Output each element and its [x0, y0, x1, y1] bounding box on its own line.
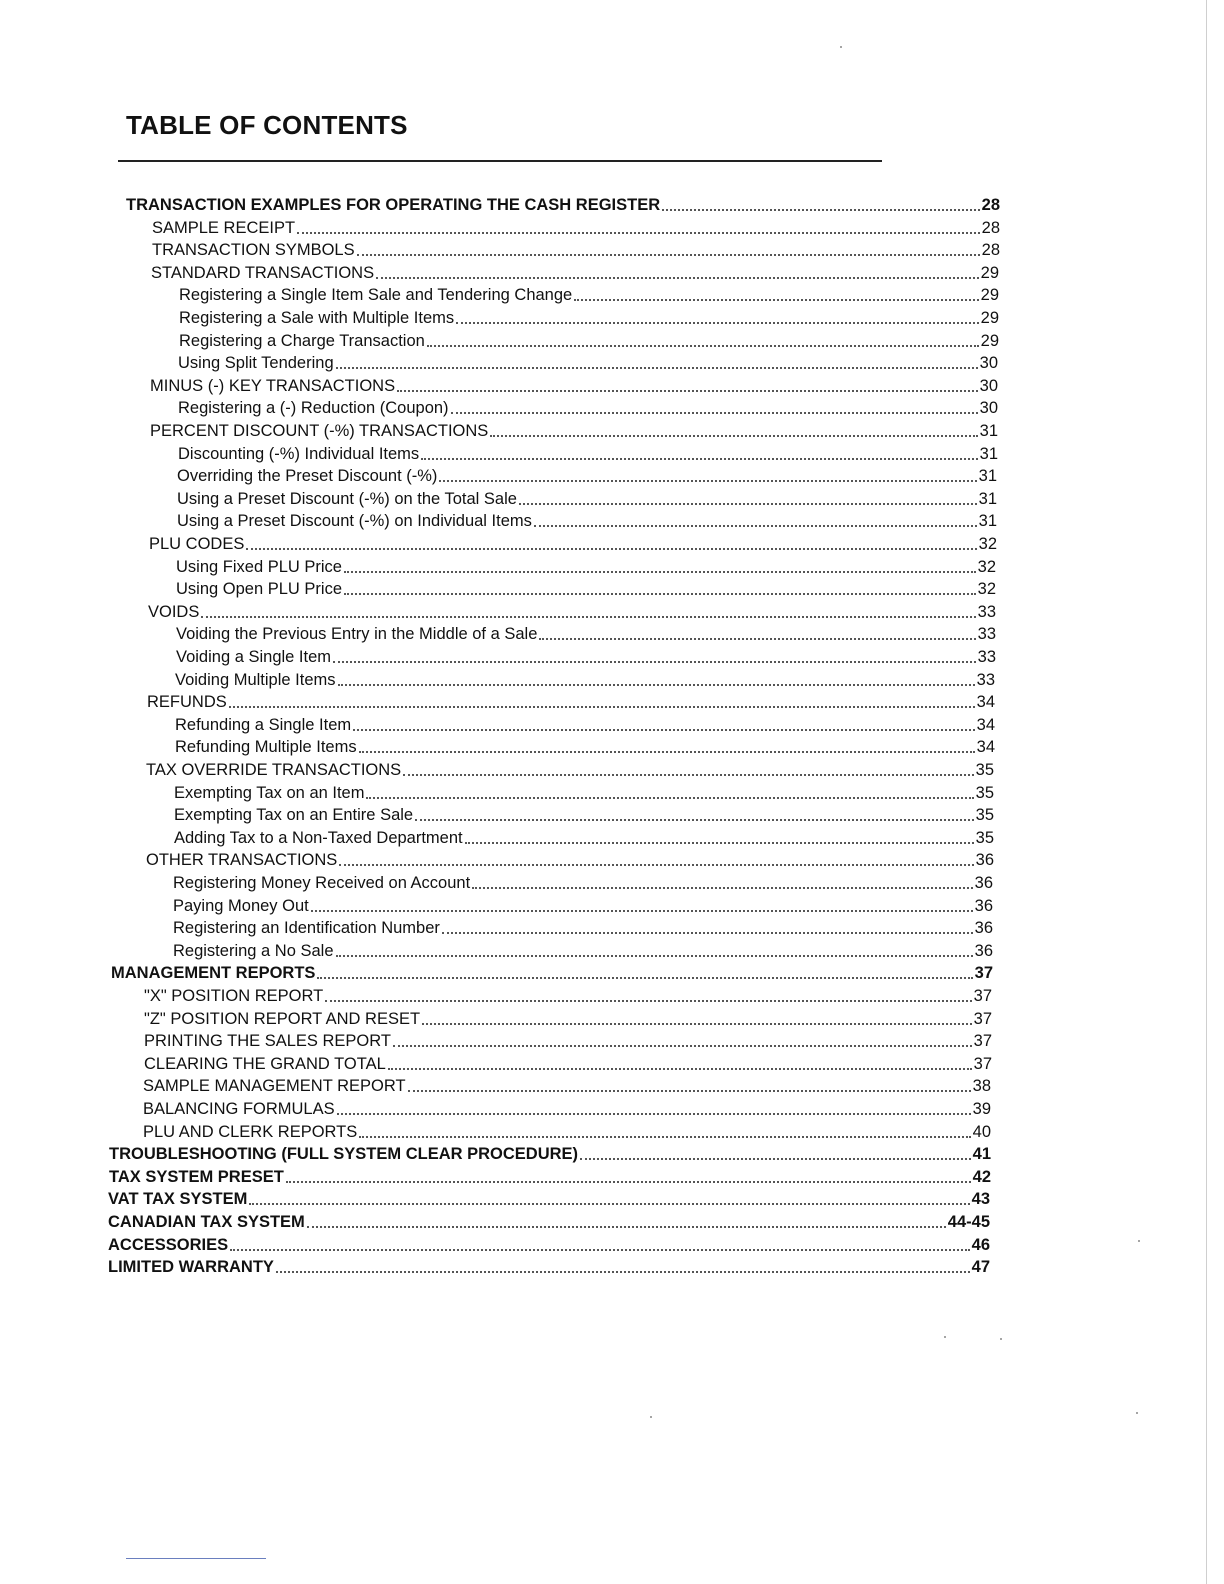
dot-leader: [490, 434, 977, 437]
toc-entry-page: 34: [976, 716, 995, 734]
dot-leader: [451, 411, 978, 414]
dot-leader: [333, 660, 976, 663]
toc-entry-label: Using Fixed PLU Price: [176, 558, 342, 576]
toc-entry-page: 32: [977, 580, 996, 598]
scan-speck: [1136, 1412, 1138, 1414]
toc-entry: [126, 194, 1000, 216]
toc-entry-label: Adding Tax to a Non-Taxed Department: [174, 829, 463, 847]
toc-entry: [144, 1030, 992, 1052]
toc-entry-label: Registering an Identification Number: [173, 919, 440, 937]
toc-entry-label: Exempting Tax on an Entire Sale: [174, 806, 414, 824]
dot-leader: [201, 615, 975, 618]
toc-entry-label: SAMPLE MANAGEMENT REPORT: [143, 1077, 406, 1095]
dot-leader: [339, 863, 973, 866]
toc-entry: [108, 1234, 990, 1256]
toc-entry-page: 31: [978, 467, 997, 485]
toc-entry: [144, 1053, 992, 1075]
toc-entry-label: Voiding Multiple Items: [175, 671, 336, 689]
toc-entry-label: Using Split Tendering: [178, 354, 334, 372]
toc-entry-label: Registering a Sale with Multiple Items: [179, 309, 455, 327]
dot-leader: [229, 705, 975, 708]
dot-leader: [311, 909, 973, 912]
dot-leader: [359, 1135, 970, 1138]
toc-entry: [178, 352, 998, 374]
toc-entry: [109, 1143, 991, 1165]
toc-entry-label: Refunding Multiple Items: [175, 738, 357, 756]
toc-entry-page: 35: [975, 829, 994, 847]
dot-leader: [580, 1157, 971, 1160]
toc-entry: [109, 1166, 991, 1188]
dot-leader: [286, 1180, 971, 1183]
toc-entry-label: STANDARD TRANSACTIONS: [151, 264, 375, 282]
scan-speck: [1138, 1240, 1140, 1242]
toc-entry: [173, 872, 993, 894]
toc-entry-label: ACCESSORIES: [108, 1236, 229, 1254]
dot-leader: [574, 298, 978, 301]
dot-leader: [338, 683, 975, 686]
toc-entry-page: 36: [974, 942, 993, 960]
dot-leader: [357, 253, 980, 256]
toc-entry: [108, 1256, 990, 1278]
toc-entry-page: 29: [980, 309, 999, 327]
toc-entry: [173, 895, 993, 917]
footer-rule: [126, 1558, 266, 1559]
dot-leader: [422, 1022, 972, 1025]
dot-leader: [317, 976, 972, 979]
toc-entry-label: LIMITED WARRANTY: [108, 1258, 274, 1276]
toc-entry: [177, 465, 997, 487]
toc-entry-label: Discounting (-%) Individual Items: [178, 445, 420, 463]
toc-entry-page: 36: [974, 897, 993, 915]
toc-entry: [173, 940, 993, 962]
toc-entry: [144, 1008, 992, 1030]
toc-entry-page: 47: [971, 1258, 990, 1276]
toc-entry-page: 35: [975, 761, 994, 779]
toc-entry-page: 37: [973, 1010, 992, 1028]
toc-entry-label: Refunding a Single Item: [175, 716, 352, 734]
toc-entry-label: MANAGEMENT REPORTS: [111, 964, 316, 982]
toc-entry-label: PRINTING THE SALES REPORT: [144, 1032, 391, 1050]
dot-leader: [276, 1270, 970, 1273]
toc-entry-label: REFUNDS: [147, 693, 227, 711]
toc-entry-label: Registering Money Received on Account: [173, 874, 471, 892]
toc-entry-page: 41: [972, 1145, 991, 1163]
scan-speck: [944, 1336, 946, 1338]
toc-entry: [174, 804, 994, 826]
toc-entry-page: 33: [977, 625, 996, 643]
toc-entry-page: 29: [980, 264, 999, 282]
dot-leader: [415, 818, 974, 821]
dot-leader: [297, 231, 980, 234]
dot-leader: [359, 750, 975, 753]
toc-entry-label: Using a Preset Discount (-%) on the Total Sale: [177, 490, 517, 508]
toc-entry: [146, 759, 994, 781]
toc-entry: [152, 217, 1000, 239]
dot-leader: [325, 999, 971, 1002]
dot-leader: [427, 344, 979, 347]
toc-entry-page: 33: [977, 603, 996, 621]
toc-entry-label: SAMPLE RECEIPT: [152, 219, 296, 237]
toc-entry-page: 39: [972, 1100, 991, 1118]
toc-entry-label: MINUS (-) KEY TRANSACTIONS: [150, 377, 396, 395]
toc-entry: [176, 556, 996, 578]
dot-leader: [337, 1112, 971, 1115]
toc-entry: [178, 397, 998, 419]
dot-leader: [230, 1248, 970, 1251]
toc-entry-label: TAX SYSTEM PRESET: [109, 1168, 284, 1186]
dot-leader: [442, 931, 973, 934]
toc-entry-page: 28: [981, 241, 1000, 259]
toc-entry-label: Voiding a Single Item: [176, 648, 332, 666]
toc-entry: [151, 262, 999, 284]
dot-leader: [439, 479, 976, 482]
toc-entry-label: BALANCING FORMULAS: [143, 1100, 335, 1118]
dot-leader: [421, 457, 977, 460]
toc-entry-page: 46: [971, 1236, 990, 1254]
dot-leader: [519, 502, 977, 505]
toc-entry: [174, 782, 994, 804]
toc-entry-label: Voiding the Previous Entry in the Middle of a Sale: [176, 625, 538, 643]
toc-entry-label: Overriding the Preset Discount (-%): [177, 467, 438, 485]
toc-entry-page: 36: [974, 874, 993, 892]
dot-leader: [344, 592, 976, 595]
dot-leader: [336, 954, 973, 957]
toc-entry-page: 31: [979, 445, 998, 463]
toc-entry-page: 35: [975, 784, 994, 802]
toc-entry-label: OTHER TRANSACTIONS: [146, 851, 338, 869]
dot-leader: [393, 1044, 972, 1047]
toc-entry: [177, 510, 997, 532]
toc-entry-page: 28: [981, 196, 1000, 214]
dot-leader: [662, 208, 980, 211]
toc-entry-page: 36: [974, 919, 993, 937]
toc-entry-page: 30: [979, 354, 998, 372]
toc-entry-label: VAT TAX SYSTEM: [108, 1190, 248, 1208]
toc-entry-label: "X" POSITION REPORT: [144, 987, 324, 1005]
toc-entry: [108, 1188, 990, 1210]
toc-entry-label: TROUBLESHOOTING (FULL SYSTEM CLEAR PROCEDURE): [109, 1145, 579, 1163]
toc-entry: [176, 578, 996, 600]
dot-leader: [336, 366, 978, 369]
toc-entry-label: Registering a Single Item Sale and Tendering Change: [179, 286, 573, 304]
toc-entry: [178, 443, 998, 465]
toc-entry: [177, 488, 997, 510]
scan-edge-line: [1206, 0, 1207, 1584]
toc-entry-label: Registering a No Sale: [173, 942, 334, 960]
toc-entry-page: 32: [978, 535, 997, 553]
dot-leader: [472, 886, 972, 889]
toc-entry-page: 34: [976, 738, 995, 756]
toc-entry-page: 31: [979, 422, 998, 440]
toc-entry-page: 31: [978, 512, 997, 530]
toc-entry-label: Paying Money Out: [173, 897, 309, 915]
toc-entry-page: 40: [972, 1123, 991, 1141]
toc-entry-label: Exempting Tax on an Item: [174, 784, 365, 802]
toc-entry-page: 37: [974, 964, 993, 982]
scan-speck: [1000, 1338, 1002, 1340]
toc-entry-page: 31: [978, 490, 997, 508]
toc-entry-page: 28: [981, 219, 1000, 237]
toc-entry-label: TAX OVERRIDE TRANSACTIONS: [146, 761, 402, 779]
toc-entry: [146, 849, 994, 871]
toc-entry-label: "Z" POSITION REPORT AND RESET: [144, 1010, 421, 1028]
toc-entry-page: 32: [977, 558, 996, 576]
toc-entry: [179, 284, 999, 306]
toc-entry: [147, 691, 995, 713]
toc-entry: [143, 1075, 991, 1097]
toc-entry-page: 37: [973, 987, 992, 1005]
toc-entry-page: 35: [975, 806, 994, 824]
toc-entry: [111, 962, 993, 984]
toc-entry-label: Registering a (-) Reduction (Coupon): [178, 399, 449, 417]
toc-entry: [174, 827, 994, 849]
dot-leader: [388, 1067, 972, 1070]
dot-leader: [307, 1225, 946, 1228]
dot-leader: [456, 321, 979, 324]
toc-entry-page: 30: [979, 399, 998, 417]
toc-entry-label: CLEARING THE GRAND TOTAL: [144, 1055, 386, 1073]
toc-entry: [152, 239, 1000, 261]
dot-leader: [249, 1202, 969, 1205]
toc-entry-page: 33: [976, 671, 995, 689]
dot-leader: [366, 796, 973, 799]
dot-leader: [408, 1089, 971, 1092]
dot-leader: [539, 637, 975, 640]
toc-entry: [148, 601, 996, 623]
toc-entry: [175, 669, 995, 691]
toc-entry: [175, 736, 995, 758]
toc-entry-label: Registering a Charge Transaction: [179, 332, 425, 350]
toc-entry: [179, 330, 999, 352]
toc-entry-page: 38: [972, 1077, 991, 1095]
toc-entry: [143, 1121, 991, 1143]
toc-entry-page: 29: [980, 332, 999, 350]
toc-entry-page: 44-45: [947, 1213, 990, 1231]
toc-entry-label: CANADIAN TAX SYSTEM: [108, 1213, 305, 1231]
toc-entry-page: 29: [980, 286, 999, 304]
toc-entry-page: 37: [973, 1032, 992, 1050]
toc-entry-label: TRANSACTION EXAMPLES FOR OPERATING THE CASH REGISTER: [126, 196, 661, 214]
dot-leader: [344, 570, 976, 573]
toc-entry: [179, 307, 999, 329]
toc-entry: [108, 1211, 990, 1233]
toc-entry: [176, 623, 996, 645]
toc-entry-page: 37: [973, 1055, 992, 1073]
dot-leader: [403, 773, 973, 776]
toc-entry-label: TRANSACTION SYMBOLS: [152, 241, 355, 259]
toc-entry-page: 42: [972, 1168, 991, 1186]
toc-entry-label: VOIDS: [148, 603, 200, 621]
toc-entry-page: 36: [975, 851, 994, 869]
toc-entry: [176, 646, 996, 668]
toc-entry: [150, 375, 998, 397]
toc-entry-label: PLU CODES: [149, 535, 245, 553]
toc-entry-label: PLU AND CLERK REPORTS: [143, 1123, 358, 1141]
dot-leader: [376, 276, 979, 279]
dot-leader: [397, 389, 978, 392]
toc-entry: [150, 420, 998, 442]
toc-entry: [149, 533, 997, 555]
toc-entry: [173, 917, 993, 939]
dot-leader: [353, 728, 975, 731]
toc-entry: [175, 714, 995, 736]
dot-leader: [246, 547, 976, 550]
scan-speck: [650, 1416, 652, 1418]
dot-leader: [465, 841, 974, 844]
toc-entry-page: 43: [971, 1190, 990, 1208]
toc-entry-label: Using Open PLU Price: [176, 580, 342, 598]
toc-entry-page: 30: [979, 377, 998, 395]
toc-entry-label: PERCENT DISCOUNT (-%) TRANSACTIONS: [150, 422, 489, 440]
toc-entry: [143, 1098, 991, 1120]
scan-speck: [840, 46, 842, 48]
toc-entry-page: 33: [977, 648, 996, 666]
toc-entry: [144, 985, 992, 1007]
dot-leader: [534, 524, 977, 527]
toc-entry-label: Using a Preset Discount (-%) on Individual Items: [177, 512, 532, 530]
toc-entry-page: 34: [976, 693, 995, 711]
page-title: TABLE OF CONTENTS: [126, 110, 408, 140]
